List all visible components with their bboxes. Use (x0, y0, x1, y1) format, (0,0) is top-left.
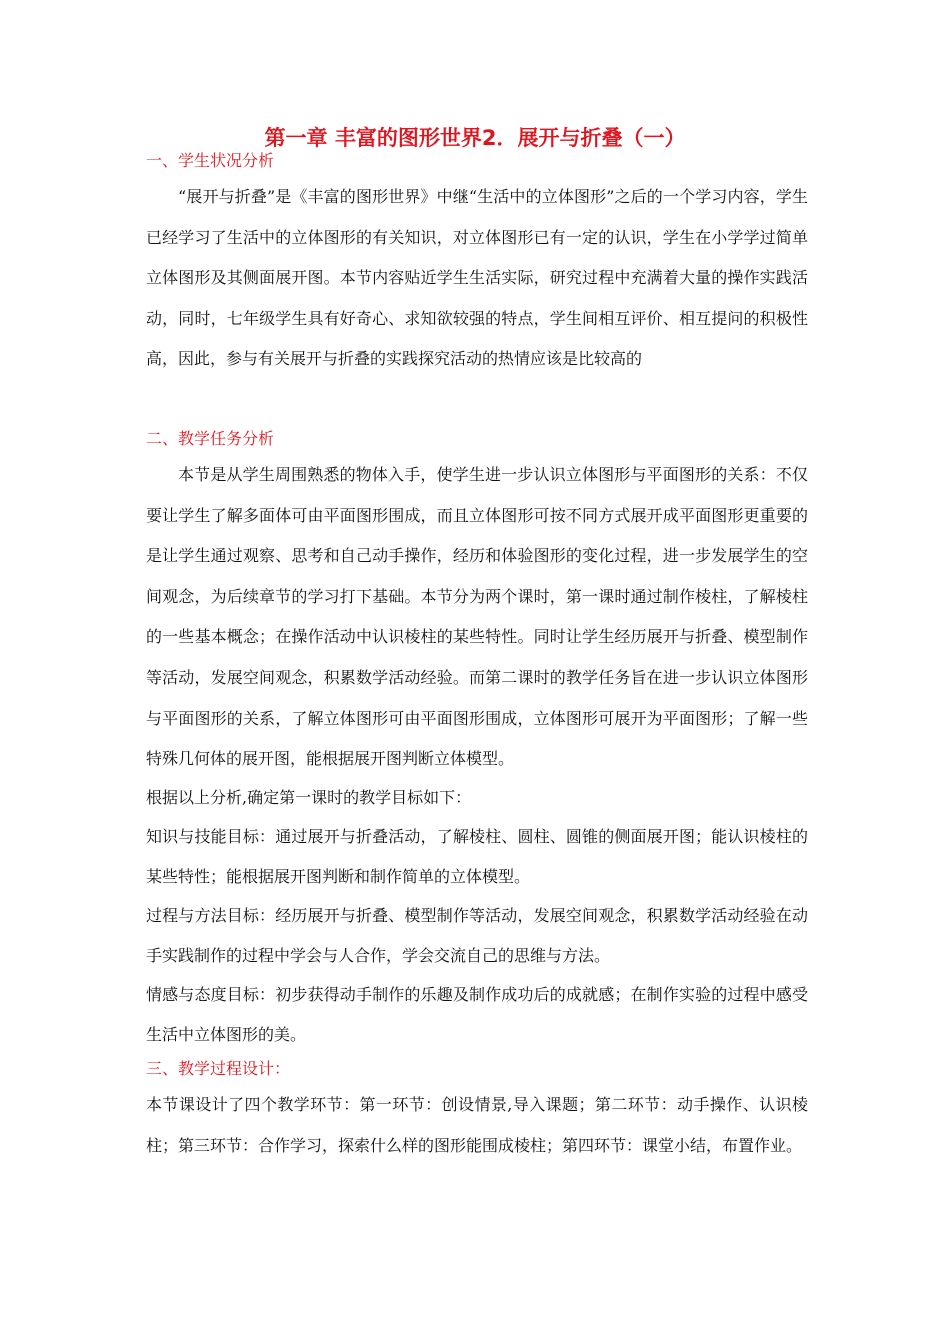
paragraph-student-analysis: “展开与折叠”是《丰富的图形世界》中继“生活中的立体图形”之后的一个学习内容，学生已经学习了生活中的立体图形的有关知识，对立体图形已有一定的认识，学生在小学学过简单立体图形及其侧面展开图。本节内容贴近学生生活实际，研究过程中充满着大量的操作实践活动，同时，七年级学生具有好奇心、求知欲较强的特点，学生间相互评价、相互提问的积极性高，因此，参与有关展开与折叠的实践探究活动的热情应该是比较高的 (146, 187, 808, 369)
section-heading-task-analysis: 二、教学任务分析 (146, 429, 275, 448)
section-heading-student-analysis: 一、学生状况分析 (146, 151, 275, 170)
paragraph-task-analysis: 本节是从学生周围熟悉的物体入手，使学生进一步认识立体图形与平面图形的关系：不仅要让学生了解多面体可由平面图形围成，而且立体图形可按不同方式展开成平面图形更重要的是让学生通过观察、思考和自己动手操作，经历和体验图形的变化过程，进一步发展学生的空间观念，为后续章节的学习打下基础。本节分为两个课时，第一课时通过制作棱柱，了解棱柱的一些基本概念；在操作活动中认识棱柱的某些特性。同时让学生经历展开与折叠、模型制作等活动，发展空间观念，积累数学活动经验。而第二课时的教学任务旨在进一步认识立体图形与平面图形的关系，了解立体图形可由平面图形围成，立体图形可展开为平面图形；了解一些特殊几何体的展开图，能根据展开图判断立体模型。 (146, 465, 808, 769)
paragraph-objectives-intro: 根据以上分析,确定第一课时的教学目标如下： (146, 788, 472, 807)
section-heading-process-design: 三、教学过程设计： (146, 1059, 291, 1078)
paragraph-knowledge-objective: 知识与技能目标：通过展开与折叠活动，了解棱柱、圆柱、圆锥的侧面展开图；能认识棱柱的某些特性；能根据展开图判断和制作简单的立体模型。 (146, 827, 808, 886)
document-title: 第一章 丰富的图形世界2．展开与折叠（一） (264, 126, 686, 150)
paragraph-process-objective: 过程与方法目标：经历展开与折叠、模型制作等活动，发展空间观念，积累数学活动经验在动手实践制作的过程中学会与人合作，学会交流自己的思维与方法。 (146, 906, 808, 965)
paragraph-emotion-objective: 情感与态度目标：初步获得动手制作的乐趣及制作成功后的成就感；在制作实验的过程中感受生活中立体图形的美。 (146, 985, 808, 1044)
paragraph-process-design: 本节课设计了四个教学环节：第一环节：创设情景,导入课题；第二环节：动手操作、认识棱柱；第三环节：合作学习，探索什么样的图形能围成棱柱；第四环节：课堂小结，布置作业。 (146, 1095, 808, 1155)
